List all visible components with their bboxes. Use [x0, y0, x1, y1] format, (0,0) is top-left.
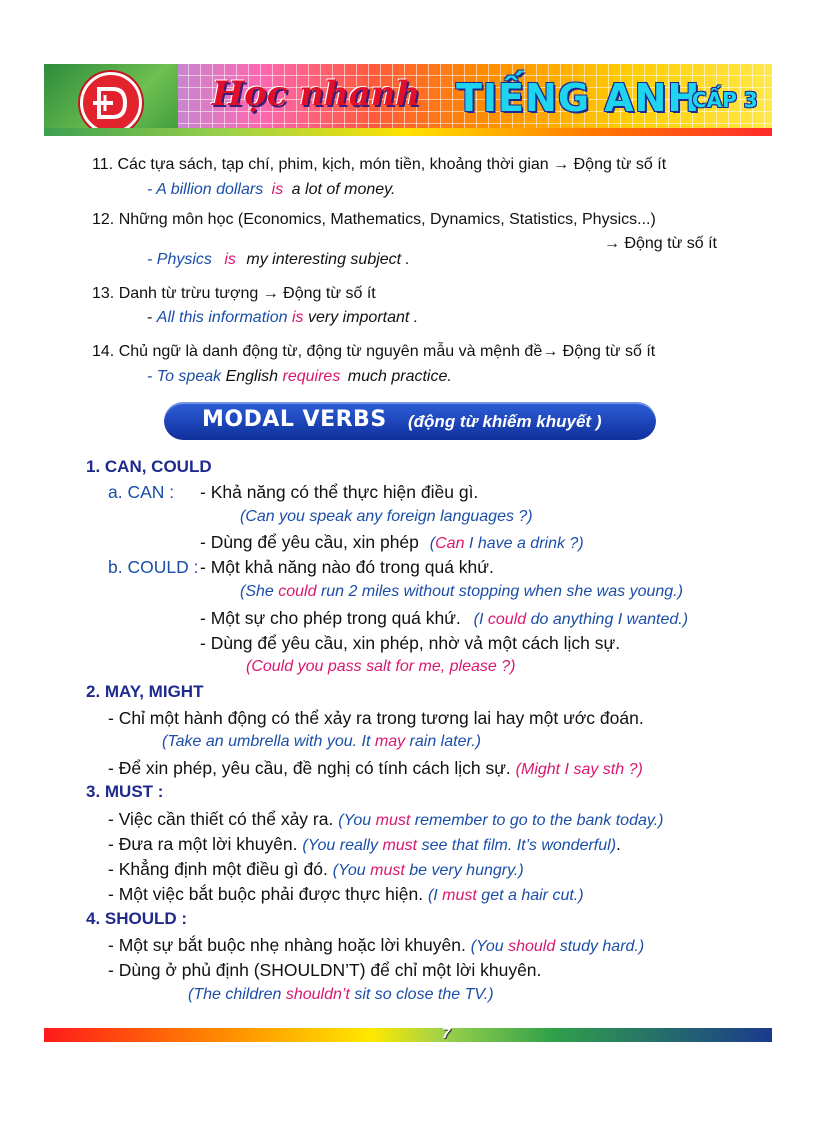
point-text: - Để xin phép, yêu cầu, đề nghị có tính cách lịch sự.: [108, 758, 511, 778]
footer-stripe: [44, 1025, 772, 1042]
section-heading: 2. MAY, MIGHT: [86, 682, 204, 701]
example-verb: requires: [282, 368, 341, 385]
can-example: (Can you speak any foreign languages ?): [240, 508, 533, 525]
example-verb: is: [271, 181, 284, 198]
logo-panel: [44, 64, 178, 136]
can-example: (Can I have a drink ?): [429, 535, 584, 552]
rule-13: [92, 285, 376, 303]
modal-verbs-banner: [164, 402, 656, 440]
example-verb: is: [291, 309, 304, 326]
section-heading: 1. CAN, COULD: [86, 457, 212, 476]
rule-result: Động từ số ít: [562, 343, 656, 360]
may-example: (Take an umbrella with you. It may rain later.): [162, 733, 481, 750]
might-example: (Might I say sth ?): [515, 761, 643, 778]
rule-result: Động từ số ít: [283, 285, 376, 302]
rule-text: 13. Danh từ trừu tượng: [92, 285, 259, 302]
modal-verbs-title: MODAL VERBS: [202, 407, 387, 432]
rule-12-example: - Physics is my interesting subject .: [147, 251, 410, 268]
example-part: much practice.: [347, 368, 452, 385]
example-part: very important: [307, 309, 410, 326]
must-point: - Việc cần thiết có thể xảy ra. (You must remember to go to the bank today.): [108, 809, 664, 829]
example-part: English: [225, 368, 279, 385]
can-point: - Khả năng có thể thực hiện điều gì.: [200, 482, 479, 502]
must-point: - Một việc bắt buộc phải được thực hiện. (I must get a hair cut.): [108, 884, 584, 904]
rule-11: [92, 156, 666, 174]
arrow-icon: →: [262, 285, 279, 302]
example-verb: is: [224, 251, 236, 268]
should-example: (The children shouldn’t sit so close the TV.): [188, 986, 494, 1003]
rule-11-example: [147, 181, 395, 199]
could-point: - Dùng để yêu cầu, xin phép, nhờ vả một cách lịch sự.: [200, 633, 621, 653]
rule-12: 12. Những môn học (Economics, Mathematics, Dynamics, Statistics, Physics...): [92, 211, 656, 228]
rule-result: Động từ số ít: [573, 156, 667, 173]
could-point: [200, 608, 688, 629]
might-point: [108, 758, 643, 779]
rule-text: 11. Các tựa sách, tạp chí, phim, kịch, món tiền, khoảng thời gian: [92, 156, 549, 173]
should-point: - Một sự bắt buộc nhẹ nhàng hoặc lời khuyên. (You should study hard.): [108, 935, 645, 955]
header-stripe: [44, 128, 772, 136]
rule-13-example: - All this information is very important .: [147, 309, 419, 326]
can-label: a. CAN :: [108, 482, 175, 502]
rule-14-example: [147, 368, 452, 386]
rule-12-result: → Động từ số ít: [604, 235, 717, 252]
point-text: - Dùng để yêu cầu, xin phép: [200, 532, 419, 552]
should-point: - Dùng ở phủ định (SHOULDN’T) để chỉ một lời khuyên.: [108, 960, 542, 980]
could-point: - Một khả năng nào đó trong quá khứ.: [200, 557, 494, 577]
header-script-title: Học nhanh: [212, 74, 421, 114]
rule-text: 14. Chủ ngữ là danh động từ, động từ nguyên mẫu và mệnh đề: [92, 343, 543, 360]
example-part: my interesting subject: [246, 251, 402, 268]
arrow-icon: →: [542, 343, 559, 360]
page-number: 7: [442, 1025, 451, 1042]
can-point: [200, 532, 584, 553]
header-main-title: TIẾNG ANH: [456, 76, 701, 120]
header-level: CẤP 3: [692, 88, 758, 112]
arrow-icon: →: [553, 156, 570, 173]
example-part: a lot of money.: [291, 181, 396, 198]
example-part: - A billion dollars: [147, 181, 264, 198]
could-example: (Could you pass salt for me, please ?): [246, 658, 516, 675]
rule-14: [92, 343, 655, 361]
point-text: - Một sự cho phép trong quá khứ.: [200, 608, 461, 628]
section-heading: 4. SHOULD :: [86, 909, 188, 928]
could-example: (She could run 2 miles without stopping when she was young.): [240, 583, 683, 600]
example-part: - Physics: [147, 251, 212, 268]
header-banner: [44, 64, 772, 136]
publisher-logo-icon: [80, 72, 142, 134]
modal-verbs-subtitle: (động từ khiếm khuyết ): [408, 412, 602, 431]
example-part: - To speak: [147, 368, 222, 385]
may-point: - Chỉ một hành động có thể xảy ra trong tương lai hay một ước đoán.: [108, 708, 644, 728]
must-point: - Đưa ra một lời khuyên. (You really must see that film. It’s wonderful).: [108, 834, 621, 854]
example-part: All this information: [156, 309, 288, 326]
section-heading: 3. MUST :: [86, 782, 164, 801]
could-label: b. COULD :: [108, 557, 199, 577]
could-example: (I could do anything I wanted.): [473, 611, 689, 628]
must-point: - Khẳng định một điều gì đó. (You must be very hungry.): [108, 859, 524, 879]
